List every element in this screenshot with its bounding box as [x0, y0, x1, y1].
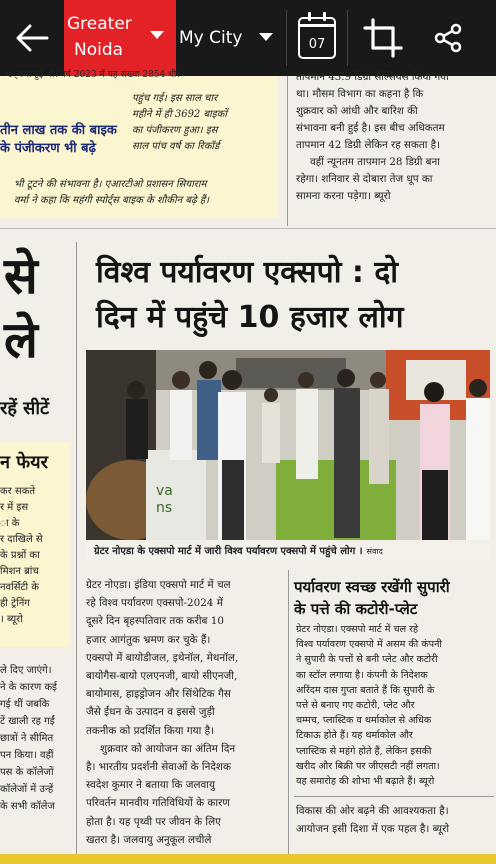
date-picker-button[interactable] [287, 0, 347, 76]
weather-story-text: तापमान 43.9 डिग्री सेल्सियस किया गया था। मौसम विभाग का कहना है कि शुक्रवार को आंधी और बारिश की संभावना बनी हुई है। इस बीच अधिकतम तापमान 42 डिग्री लेकिन रह सकता है। वहीं न्यूनतम तापमान 28 डिग्री बना रहेगा। शनिवार से दोबारा तेज धूप का सामना करना पड़ेगा। ब्यूरो [296, 71, 449, 202]
edition-city-line1: Greater [67, 14, 132, 34]
photo-caption: ग्रेटर नोएडा के एक्सपो मार्ट में जारी विश्व पर्यावरण एक्सपो में पहुंचे लोग । संवाद [86, 543, 490, 561]
article-body: ग्रेटर नोएडा। इंडिया एक्सपो मार्ट में चल रहे विश्व पर्यावरण एक्सपो-2024 में दूसरे दिन बृहस्पतिवार तक करीब 10 हजार आगंतुक भ्रमण कर चुके हैं। एक्सपो में बायोडीजल, इथेनॉल, मेथनॉल, बायोगैस-बायो एलएनजी, बायो सीएनजी, बायोमास, हाइड्रोजन और सिंथेटिक गैस जैसे ईंधन के उत्पादन व इससे जुड़ी तकनीक को प्रदर्शित किया गया है। शुक्रवार को आयोजन का अंतिम दिन है। भारतीय प्रदर्शनी सेवाओं के निदेशक स्वदेश कुमार ने बताया कि जलवायु परिवर्तन मानवीय गतिविधियों के कारण होता है। यह पृथ्वी पर जीवन के लिए खतरा है। जलवायु अनुकूल लचीले [86, 579, 239, 846]
photo-sign-text-2: ns [156, 500, 173, 516]
dropdown-caret-icon [259, 33, 273, 41]
my-city-label: My City [179, 28, 243, 48]
left-column-big-word-2: ले [4, 311, 38, 369]
newspaper-page[interactable] [0, 70, 496, 864]
bike-story-bottom-text: भी टूटने की संभावना है। एआरटीओ प्रशासन सियाराम वर्मा ने कहा कि महंगी स्पोर्ट्स बाइक के शौकीन बढ़े हैं। [14, 179, 210, 206]
share-button[interactable] [418, 0, 478, 76]
article-tail: विकास की ओर बढ़ने की आवश्यकता है। आयोजन इसी दिशा में एक पहल है। ब्यूरो [296, 805, 450, 835]
left-column-big-word: से [4, 247, 38, 305]
section-divider [0, 228, 496, 229]
back-button[interactable] [0, 0, 64, 76]
top-toolbar [0, 0, 496, 76]
left-column-text: ले दिए जाएंगे। ने के कारण कई गई थीं जबकि टें खाली रह गईं छात्रों ने सीमित पन किया। वहीं पस के कॉलेजों कॉलेजों में उन्हें के सभी कॉलेज [0, 665, 57, 812]
crop-icon [363, 18, 403, 58]
share-icon [433, 23, 463, 53]
bike-story-side-text: पहुंच गई। इस साल चार महीने में ही 3692 बाइकों का पंजीकरण हुआ। इस साल पांच वर्ष का रिकॉर्ड [132, 93, 227, 152]
side-article-headline: पर्यावरण स्वच्छ रखेंगी सुपारी के पत्ते की कटोरी-प्लेट [294, 578, 450, 618]
bike-story-cutline: ч्पन्स हुई थी। वर्ष 2023 में यह संख्या 2854 थी। [6, 70, 180, 80]
column-rule [288, 570, 289, 864]
column-rule [287, 76, 288, 226]
column-rule [76, 242, 77, 864]
fair-text: कर सकते र में इस ा के र दाखिले से के प्रश्नों का मिशन ब्रांच नवर्सिटी के ही ट्रेनिंग । ब्यूरो [0, 486, 43, 625]
bike-story-headline: तीन लाख तक की बाइक के पंजीकरण भी बढ़े [0, 123, 117, 156]
my-city-selector[interactable] [176, 0, 286, 76]
article-headline: विश्व पर्यावरण एक्सपो : दो दिन में पहुंचे 10 हजार लोग [96, 255, 404, 335]
edition-city-selector[interactable] [64, 0, 176, 76]
page-bottom-band [0, 854, 496, 864]
section-divider [294, 796, 494, 797]
edition-city-line2: Noida [74, 40, 124, 60]
left-column-subhead: रहें सीटें [0, 398, 50, 419]
expo-photo-illustration [86, 350, 490, 540]
calendar-icon [298, 17, 336, 59]
calendar-day: 07 [308, 37, 326, 52]
fair-headline: न फेयर [0, 452, 48, 473]
expo-photo [86, 350, 490, 540]
crop-button[interactable] [348, 0, 418, 76]
dropdown-caret-icon [150, 31, 164, 39]
side-article-body: ग्रेटर नोएडा। एक्सपो मार्ट में चल रहे विश्व पर्यावरण एक्सपो में असम की कंपनी ने सुपारी के पत्तों से बनी प्लेट और कटोरी का स्टॉल लगाया है। कंपनी के निदेशक अरिंदम दास गुप्ता बताते हैं कि सुपारी के पत्ते से बनाए गए कटोरी, प्लेट और चम्मच, प्लास्टिक व थर्माकोल से अधिक टिकाऊ होते हैं। यह थर्माकोल और प्लास्टिक से महंगे होते हैं, लेकिन इसकी खरीद और बिक्री पर जीएसटी नहीं लगता। यह समारोह की शोभा भी बढ़ाते हैं। ब्यूरो [296, 624, 442, 788]
photo-sign-text: va [156, 483, 173, 499]
back-arrow-icon [15, 23, 49, 53]
